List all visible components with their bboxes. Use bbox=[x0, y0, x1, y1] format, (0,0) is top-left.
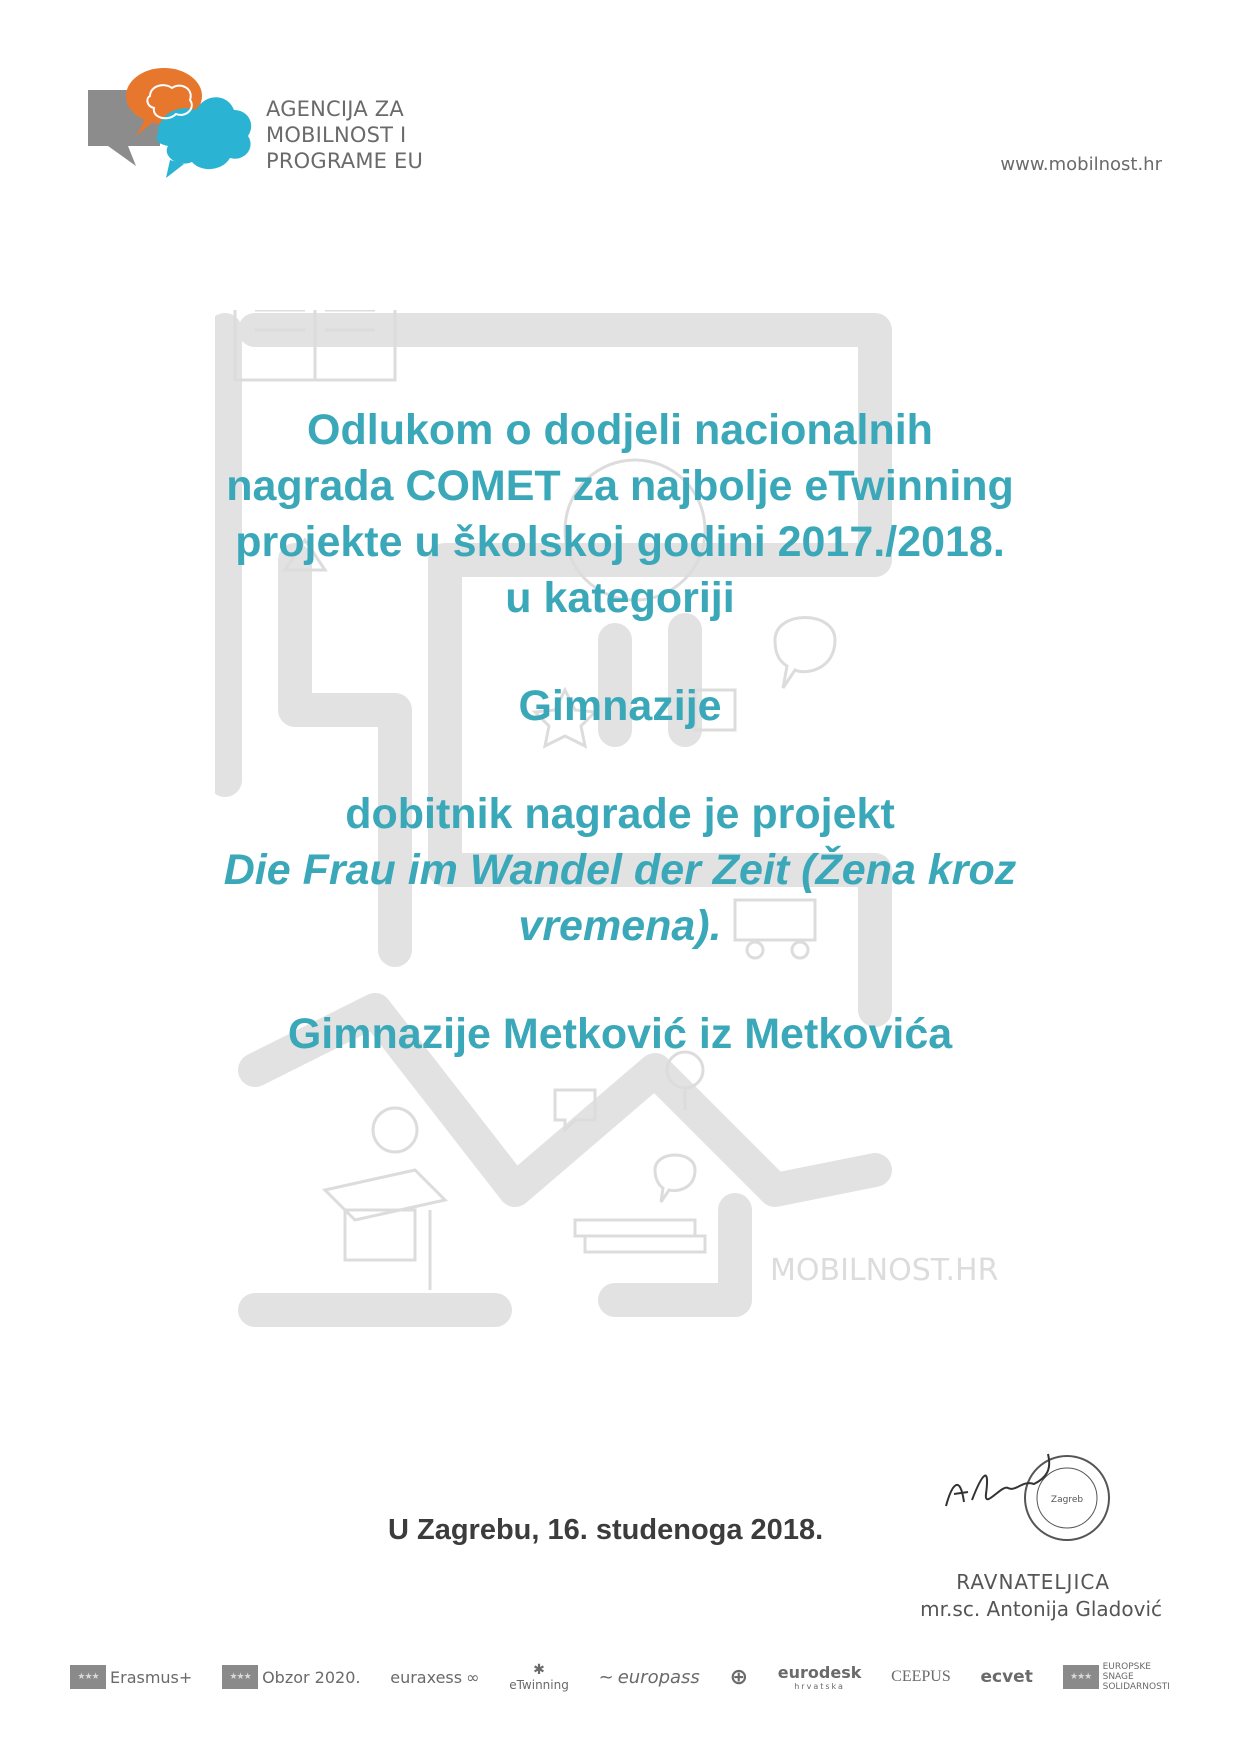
website-link[interactable]: www.mobilnost.hr bbox=[1000, 154, 1162, 175]
watermark-text: MOBILNOST.HR bbox=[770, 1253, 999, 1288]
es-icon: ⊕ bbox=[729, 1664, 749, 1690]
logo-label: CEEPUS bbox=[891, 1668, 951, 1685]
logo-label: eurodesk bbox=[777, 1663, 862, 1682]
swirl-icon: ~ bbox=[598, 1666, 614, 1688]
es-logo bbox=[730, 1665, 748, 1690]
erasmus-logo bbox=[70, 1665, 192, 1689]
solidarity-text bbox=[1103, 1662, 1170, 1692]
eu-flag-icon: ★★★ bbox=[222, 1665, 258, 1689]
logo-label: euraxess bbox=[390, 1667, 463, 1687]
agency-name-line: AGENCIJA ZA bbox=[266, 97, 404, 121]
obzor-logo bbox=[222, 1665, 360, 1689]
logo-label: Erasmus+ bbox=[110, 1667, 193, 1687]
eu-flag-icon: ★★★ bbox=[70, 1665, 106, 1689]
signature-stamp bbox=[942, 1444, 1122, 1544]
intro-line: u kategoriji bbox=[505, 574, 735, 622]
issue-date: U Zagrebu, 16. studenoga 2018. bbox=[388, 1514, 824, 1546]
agency-name-line: MOBILNOST I bbox=[266, 123, 407, 147]
solidarity-line: SOLIDARNOSTI bbox=[1102, 1682, 1170, 1692]
intro-line: Odlukom o dodjeli nacionalnih bbox=[307, 406, 933, 454]
etwinning-logo bbox=[509, 1662, 569, 1692]
eurodesk-logo bbox=[778, 1663, 862, 1691]
project-title: Die Frau im Wandel der Zeit (Žena kroz bbox=[223, 846, 1017, 894]
ceepus-logo bbox=[891, 1668, 951, 1686]
stamp-city: Zagreb bbox=[1050, 1495, 1084, 1505]
winner-intro: dobitnik nagrade je projekt bbox=[345, 790, 895, 838]
europass-logo bbox=[599, 1667, 700, 1688]
director-title: RAVNATELJICA bbox=[956, 1570, 1110, 1594]
logo-label: europass bbox=[617, 1666, 700, 1688]
agency-name bbox=[266, 96, 466, 174]
certificate-body bbox=[120, 402, 1120, 1062]
agency-name-line: PROGRAME EU bbox=[266, 149, 424, 173]
intro-line: nagrada COMET za najbolje eTwinning bbox=[226, 462, 1014, 510]
intro-line: projekte u školskoj godini 2017./2018. bbox=[235, 518, 1005, 566]
logo-label: Obzor 2020. bbox=[262, 1667, 361, 1687]
school-name: Gimnazije Metković iz Metkovića bbox=[287, 1010, 953, 1058]
solidarity-line: EUROPSKE bbox=[1102, 1662, 1151, 1672]
ecvet-logo bbox=[980, 1667, 1032, 1687]
logo-label: eTwinning bbox=[509, 1678, 569, 1692]
agency-logo bbox=[88, 64, 258, 194]
infinity-icon: ∞ bbox=[466, 1667, 480, 1687]
euraxess-logo bbox=[390, 1668, 479, 1687]
eu-flag-icon: ★★★ bbox=[1063, 1665, 1099, 1689]
solidarity-logo bbox=[1063, 1662, 1170, 1692]
logo-label: ecvet bbox=[980, 1667, 1033, 1687]
logo-sublabel: hrvatska bbox=[794, 1682, 845, 1691]
solidarity-line: SNAGE bbox=[1102, 1672, 1134, 1682]
stars-icon: ✱ bbox=[533, 1662, 545, 1678]
partner-logos bbox=[70, 1652, 1170, 1702]
project-title: vremena). bbox=[518, 902, 722, 950]
director-name: mr.sc. Antonija Gladović bbox=[920, 1597, 1162, 1621]
category: Gimnazije bbox=[518, 682, 722, 730]
